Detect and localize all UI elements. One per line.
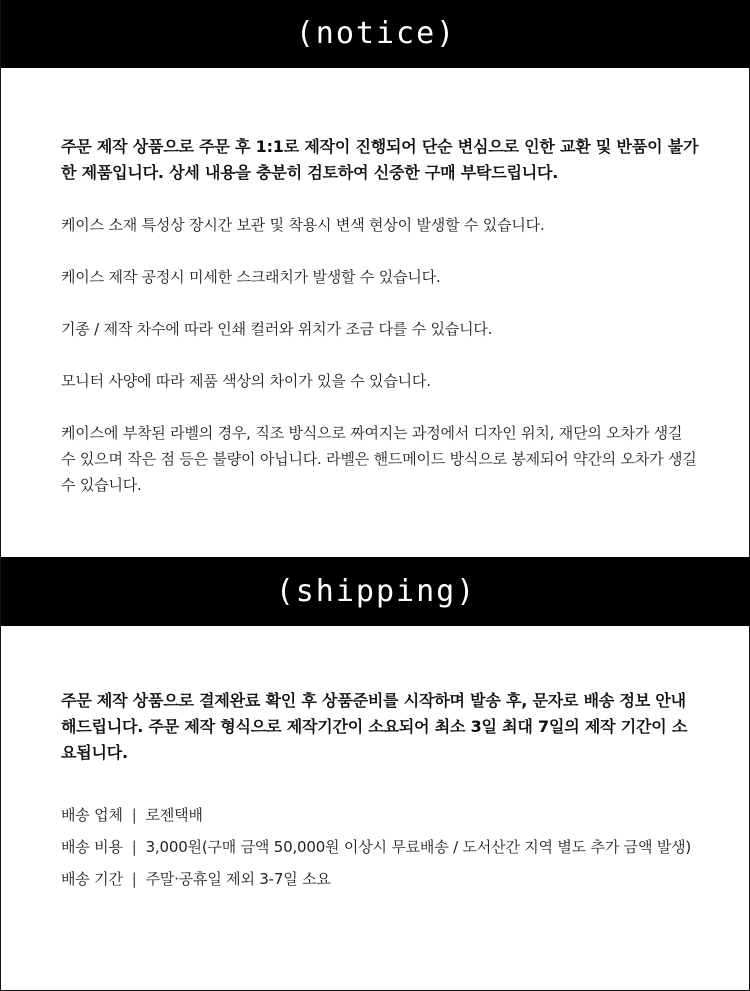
shipping-carrier-label: 배송 업체 bbox=[61, 806, 123, 824]
separator: | bbox=[131, 806, 137, 824]
notice-header bbox=[1, 0, 750, 68]
shipping-section bbox=[61, 688, 701, 895]
shipping-details bbox=[61, 799, 701, 895]
shipping-cost-value: 3,000원(구매 금액 50,000원 이상시 무료배송 / 도서산간 지역 별도 추가 금액 발생) bbox=[145, 838, 692, 856]
shipping-cost-label: 배송 비용 bbox=[61, 838, 123, 856]
notice-item: 케이스 제작 공정시 미세한 스크래치가 발생할 수 있습니다. bbox=[61, 268, 441, 286]
notice-item: 케이스 소재 특성상 장시간 보관 및 착용시 변색 현상이 발생할 수 있습니다. bbox=[61, 216, 545, 234]
shipping-lead: 주문 제작 상품으로 결제완료 확인 후 상품준비를 시작하며 발송 후, 문자로 배송 정보 안내해드립니다. 주문 제작 형식으로 제작기간이 소요되어 최소 3일 최대 7일의 제작 기간이 소요됩니다. bbox=[61, 691, 688, 762]
separator: | bbox=[131, 838, 137, 856]
shipping-period-label: 배송 기간 bbox=[61, 870, 123, 888]
shipping-row-cost bbox=[61, 831, 701, 863]
shipping-row-period bbox=[61, 863, 701, 895]
notice-item: 기종 / 제작 차수에 따라 인쇄 컬러와 위치가 조금 다를 수 있습니다. bbox=[61, 320, 493, 338]
shipping-header bbox=[1, 557, 750, 626]
notice-lead: 주문 제작 상품으로 주문 후 1:1로 제작이 진행되어 단순 변심으로 인한 교환 및 반품이 불가한 제품입니다. 상세 내용을 충분히 검토하여 신중한 구매 부탁드립니다. bbox=[61, 137, 699, 182]
shipping-title: (shipping) bbox=[275, 574, 477, 609]
shipping-period-value: 주말·공휴일 제외 3-7일 소요 bbox=[145, 870, 331, 888]
shipping-row-carrier bbox=[61, 799, 701, 831]
separator: | bbox=[131, 870, 137, 888]
notice-section bbox=[61, 134, 701, 498]
notice-list bbox=[61, 212, 701, 498]
notice-item: 모니터 사양에 따라 제품 색상의 차이가 있을 수 있습니다. bbox=[61, 372, 431, 390]
notice-item: 케이스에 부착된 라벨의 경우, 직조 방식으로 짜여지는 과정에서 디자인 위치, 재단의 오차가 생길 수 있으며 작은 점 등은 불량이 아닙니다. 라벨은 핸드메이드 방식으로 봉제되어 약간의 오차가 생길 수 있습니다. bbox=[61, 424, 697, 494]
notice-title: (notice) bbox=[295, 16, 457, 51]
shipping-carrier-value: 로젠택배 bbox=[145, 806, 203, 824]
